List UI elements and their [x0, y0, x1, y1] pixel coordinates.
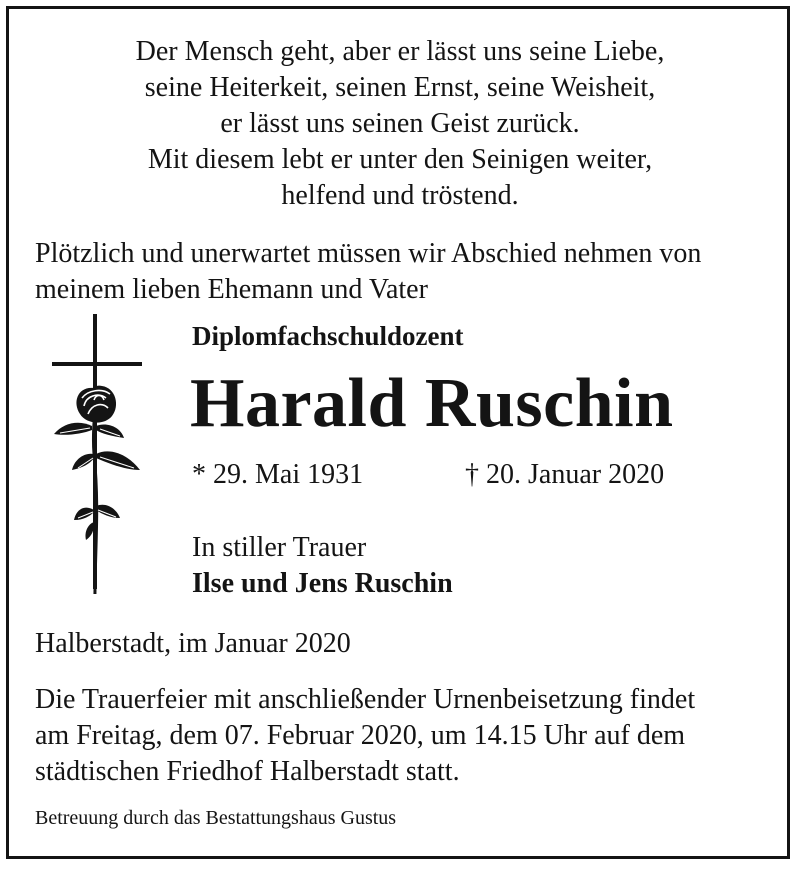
cross-rose-icon [50, 314, 145, 594]
poem [0, 34, 800, 214]
mourners-names: Ilse und Jens Ruschin [192, 568, 453, 599]
funeral-line: städtischen Friedhof Halberstadt statt. [35, 756, 460, 787]
funeral-line: am Freitag, dem 07. Februar 2020, um 14.15 Uhr auf dem [35, 720, 686, 751]
announcement-line: meinem lieben Ehemann und Vater [35, 274, 428, 305]
deceased-title: Diplomfachschuldozent [192, 321, 464, 351]
footer-credit: Betreuung durch das Bestattungshaus Gustus [35, 807, 397, 829]
deceased-name: Harald Ruschin [190, 365, 674, 442]
poem-line: er lässt uns seinen Geist zurück. [220, 108, 580, 139]
mourners [192, 530, 453, 602]
poem-line: seine Heiterkeit, seinen Ernst, seine Weisheit, [144, 72, 656, 103]
mourners-intro: In stiller Trauer [192, 532, 367, 563]
birth-date: * 29. Mai 1931 [192, 459, 364, 490]
funeral-line: Die Trauerfeier mit anschließender Urnenbeisetzung findet [35, 684, 696, 715]
announcement [35, 236, 701, 308]
death-date: † 20. Januar 2020 [465, 459, 665, 490]
announcement-line: Plötzlich und unerwartet müssen wir Abschied nehmen von [35, 238, 702, 269]
poem-line: Der Mensch geht, aber er lässt uns seine Liebe, [135, 36, 665, 67]
place-date: Halberstadt, im Januar 2020 [35, 628, 351, 659]
poem-line: helfend und tröstend. [281, 180, 519, 211]
poem-line: Mit diesem lebt er unter den Seinigen weiter, [147, 144, 653, 175]
funeral-details [35, 682, 695, 790]
